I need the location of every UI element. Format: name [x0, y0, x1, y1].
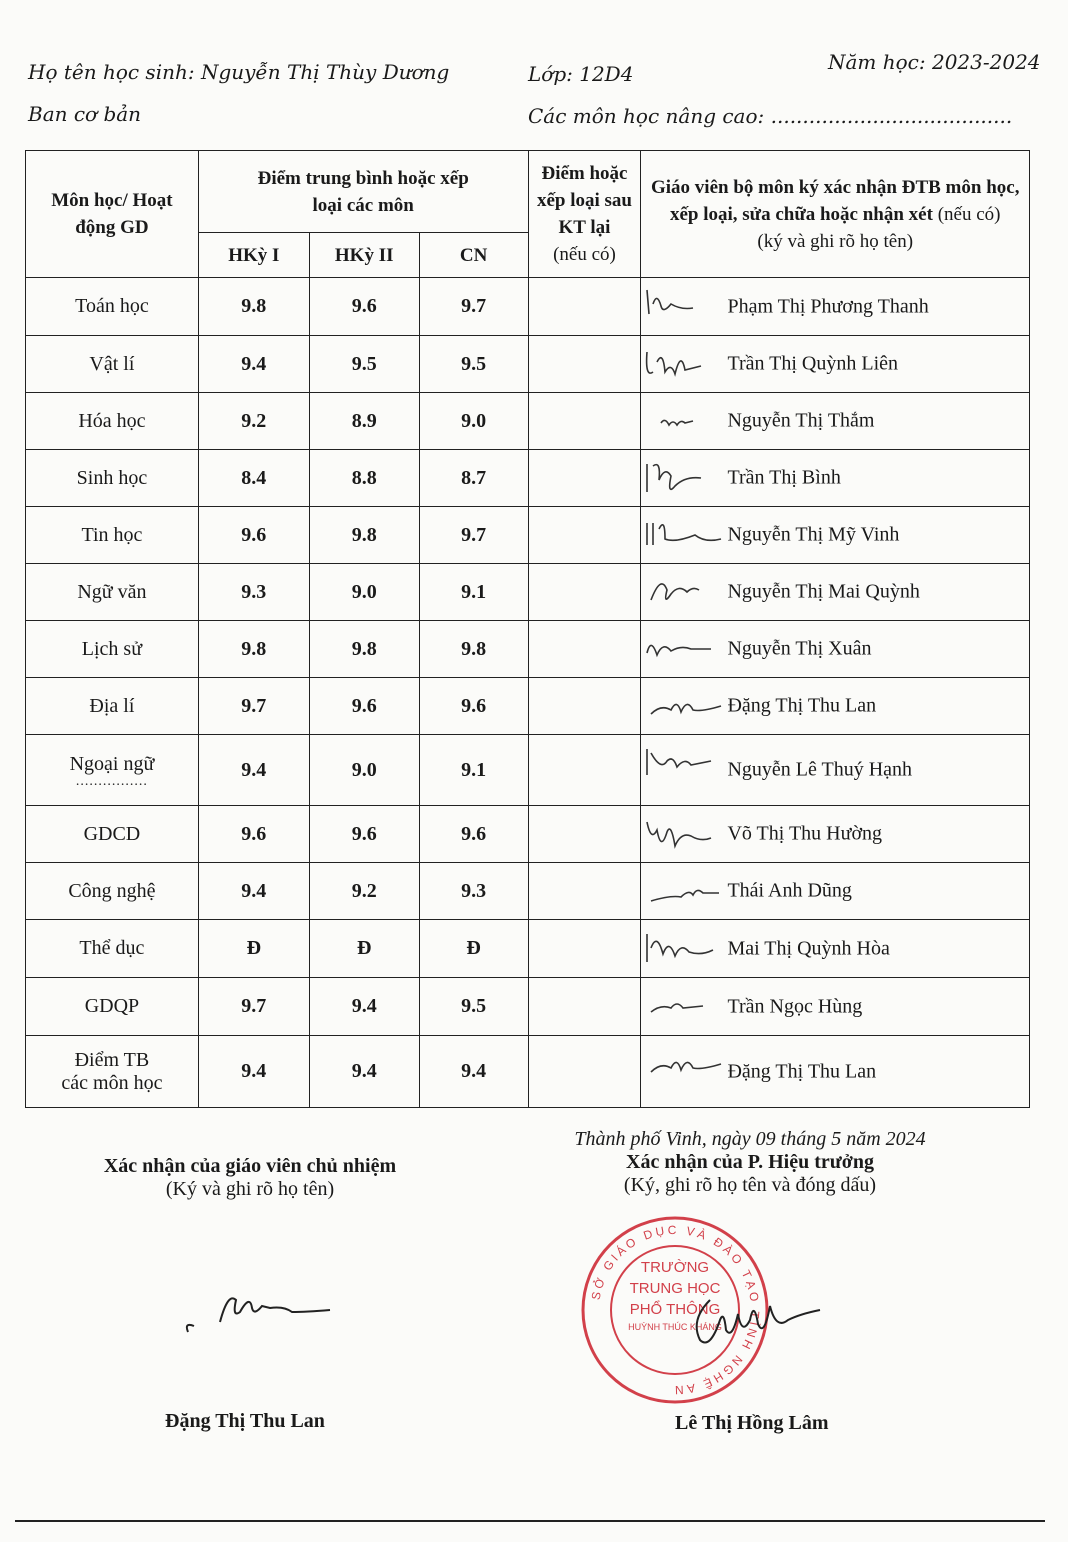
teacher-signature: [641, 741, 725, 783]
track-label: Ban cơ bản: [28, 102, 142, 126]
principal-name: Lê Thị Hồng Lâm: [675, 1412, 829, 1434]
retest-header-note: (nếu có): [553, 244, 616, 265]
teacher-signature: [641, 1042, 725, 1084]
principal-title: Xác nhận của P. Hiệu trưởng: [626, 1151, 874, 1173]
cn-score: 9.1: [419, 564, 528, 621]
hk2-score: 9.5: [309, 336, 419, 393]
teacher-signature: [641, 513, 725, 555]
teacher-name: Nguyễn Thị Mai Quỳnh: [727, 580, 920, 603]
teacher-signature: [641, 399, 725, 441]
subject-cell: [26, 621, 199, 678]
hk2-score: 8.8: [309, 450, 419, 507]
subject-cell: [26, 806, 199, 863]
stamp-line-4: HUỲNH THÚC KHÁNG: [628, 1322, 722, 1332]
teacher-cell: [641, 863, 1030, 920]
teacher-signature: [641, 926, 725, 968]
teacher-name: Trần Thị Bình: [727, 466, 841, 489]
hk2-column-header: HKỳ II: [309, 233, 419, 278]
cn-score: 9.6: [419, 806, 528, 863]
student-name-label: Họ tên học sinh: Nguyễn Thị Thùy Dương: [28, 60, 450, 84]
teacher-cell: [641, 450, 1030, 507]
subject-cell: [26, 735, 199, 806]
teacher-cell: [641, 336, 1030, 393]
hk1-score: 9.7: [198, 978, 309, 1036]
table-row: [26, 278, 1030, 336]
hk1-score: 9.8: [198, 621, 309, 678]
advanced-subjects-label: [528, 104, 1012, 128]
teacher-cell: [641, 806, 1030, 863]
table-row: [26, 735, 1030, 806]
retest-cell: [528, 678, 641, 735]
teacher-cell: [641, 1036, 1030, 1108]
hk1-score: 9.6: [198, 507, 309, 564]
grades-table: [25, 150, 1030, 1108]
hk1-score: 9.4: [198, 1036, 309, 1108]
subject-cell: [26, 564, 199, 621]
retest-cell: [528, 621, 641, 678]
teacher-signature: [641, 456, 725, 498]
table-row: [26, 450, 1030, 507]
retest-cell: [528, 1036, 641, 1108]
hk2-score: 8.9: [309, 393, 419, 450]
subject-cell: [26, 863, 199, 920]
cn-score: Đ: [419, 920, 528, 978]
teacher-signature: [641, 570, 725, 612]
teacher-signature: [641, 812, 725, 854]
stamp-line-2: TRUNG HỌC: [629, 1280, 721, 1297]
teacher-name: Trần Thị Quỳnh Liên: [727, 352, 899, 375]
hk2-score: 9.6: [309, 278, 419, 336]
subject-cell: [26, 1036, 199, 1108]
subject-name: Thể dục: [79, 937, 145, 959]
hk2-score: 9.2: [309, 863, 419, 920]
teacher-name: Đặng Thị Thu Lan: [727, 1060, 877, 1082]
teacher-header-main: Giáo viên bộ môn ký xác nhận ĐTB môn học, xếp loại, sửa chữa hoặc nhận xét: [650, 176, 1020, 225]
subject-cell: [26, 920, 199, 978]
retest-cell: [528, 863, 641, 920]
hk2-score: 9.6: [309, 806, 419, 863]
hk2-score: 9.8: [309, 507, 419, 564]
teacher-cell: [641, 507, 1030, 564]
subject-cell: [26, 507, 199, 564]
teacher-name: Phạm Thị Phương Thanh: [727, 295, 929, 317]
subject-name: GDQP: [84, 995, 140, 1017]
stamp-line-3: PHỔ THÔNG: [629, 1301, 721, 1318]
subject-cell: [26, 978, 199, 1036]
subject-name: Ngữ văn: [77, 580, 147, 603]
table-row: [26, 564, 1030, 621]
teacher-cell: [641, 564, 1030, 621]
subject-name: Tin học: [81, 523, 143, 546]
retest-cell: [528, 507, 641, 564]
class-label: Lớp: 12D4: [528, 62, 634, 86]
teacher-name: Thái Anh Dũng: [727, 879, 852, 902]
average-column-header: Điểm trung bình hoặc xếp loại các môn: [198, 151, 528, 233]
subject-name: Công nghệ: [68, 879, 156, 902]
retest-cell: [528, 978, 641, 1036]
hk1-score: 9.8: [198, 278, 309, 336]
table-row: [26, 507, 1030, 564]
subject-cell: [26, 450, 199, 507]
hk1-score: 9.3: [198, 564, 309, 621]
teacher-cell: [641, 978, 1030, 1036]
subject-name: Điểm TB: [74, 1048, 150, 1071]
table-row: [26, 1036, 1030, 1108]
teacher-name: Nguyễn Thị Xuân: [727, 637, 872, 660]
retest-cell: [528, 806, 641, 863]
retest-cell: [528, 278, 641, 336]
homeroom-note: (Ký và ghi rõ họ tên): [165, 1178, 335, 1200]
subject-dots: ................: [75, 773, 148, 789]
hk1-score: 9.4: [198, 735, 309, 806]
teacher-name: Nguyễn Thị Thắm: [727, 409, 875, 432]
retest-cell: [528, 564, 641, 621]
subject-name: Sinh học: [76, 466, 148, 489]
stamp-ring-text: SỞ GIÁO DỤC VÀ ĐÀO TẠO TỈNH NGHỆ AN: [588, 1222, 763, 1398]
subject-column-header: Môn học/ Hoạt động GD: [26, 151, 199, 278]
teacher-column-header: [641, 151, 1030, 278]
cn-score: 9.8: [419, 621, 528, 678]
teacher-cell: [641, 278, 1030, 336]
hk1-score: 9.4: [198, 336, 309, 393]
cn-score: 9.6: [419, 678, 528, 735]
hk2-score: 9.4: [309, 1036, 419, 1108]
table-row: [26, 678, 1030, 735]
teacher-header-note: (nếu có): [937, 203, 1001, 225]
homeroom-teacher-name: Đặng Thị Thu Lan: [165, 1410, 325, 1432]
retest-column-header: [528, 151, 641, 278]
principal-note: (Ký, ghi rõ họ tên và đóng dấu): [623, 1174, 877, 1196]
cn-score: 9.5: [419, 336, 528, 393]
principal-confirmation: [540, 1128, 960, 1197]
teacher-signature: [641, 284, 725, 326]
table-row: [26, 336, 1030, 393]
table-row: [26, 863, 1030, 920]
teacher-name: Nguyễn Lê Thuý Hạnh: [727, 758, 913, 781]
retest-cell: [528, 336, 641, 393]
cn-column-header: CN: [419, 233, 528, 278]
subject-name: Ngoại ngữ: [69, 752, 155, 775]
retest-cell: [528, 920, 641, 978]
bottom-border: [15, 1520, 1045, 1522]
cn-score: 9.5: [419, 978, 528, 1036]
teacher-cell: [641, 920, 1030, 978]
school-year-label: Năm học: 2023-2024: [828, 50, 1041, 74]
advanced-subjects-text: Các môn học nâng cao:: [528, 104, 765, 128]
homeroom-signature: [180, 1282, 360, 1342]
teacher-signature: [641, 342, 725, 384]
retest-cell: [528, 735, 641, 806]
retest-header-main: Điểm hoặc xếp loại sau KT lại: [536, 163, 633, 238]
hk2-score: 9.4: [309, 978, 419, 1036]
teacher-signature: [641, 869, 725, 911]
teacher-name: Trần Ngọc Hùng: [727, 995, 863, 1017]
hk1-score: 8.4: [198, 450, 309, 507]
cn-score: 8.7: [419, 450, 528, 507]
hk1-score: 9.7: [198, 678, 309, 735]
subject-name: Địa lí: [89, 694, 135, 717]
teacher-signature: [641, 627, 725, 669]
teacher-cell: [641, 621, 1030, 678]
table-row: [26, 920, 1030, 978]
stamp-line-1: TRƯỜNG: [640, 1259, 710, 1276]
cn-score: 9.4: [419, 1036, 528, 1108]
hk1-score: 9.6: [198, 806, 309, 863]
hk1-column-header: HKỳ I: [198, 233, 309, 278]
cn-score: 9.7: [419, 507, 528, 564]
teacher-name: Mai Thị Quỳnh Hòa: [727, 937, 890, 959]
homeroom-confirmation: [40, 1155, 460, 1201]
teacher-header-instruction: (ký và ghi rõ họ tên): [757, 230, 914, 252]
hk2-score: 9.0: [309, 564, 419, 621]
retest-cell: [528, 450, 641, 507]
teacher-signature: [641, 684, 725, 726]
date-line: Thành phố Vinh, ngày 09 tháng 5 năm 2024: [574, 1128, 926, 1150]
table-row: [26, 621, 1030, 678]
hk2-score: 9.6: [309, 678, 419, 735]
cn-score: 9.7: [419, 278, 528, 336]
hk1-score: 9.2: [198, 393, 309, 450]
subject-cell: [26, 278, 199, 336]
subject-cell: [26, 336, 199, 393]
subject-name: Hóa học: [78, 409, 146, 432]
hk1-score: Đ: [198, 920, 309, 978]
cn-score: 9.0: [419, 393, 528, 450]
cn-score: 9.3: [419, 863, 528, 920]
table-row: [26, 978, 1030, 1036]
subject-name: Vật lí: [89, 352, 135, 375]
hk1-score: 9.4: [198, 863, 309, 920]
principal-signature: [680, 1280, 830, 1360]
teacher-cell: [641, 393, 1030, 450]
subject-name: Lịch sử: [81, 637, 143, 660]
teacher-signature: [641, 984, 725, 1026]
teacher-name: Nguyễn Thị Mỹ Vinh: [727, 523, 900, 546]
subject-name: Toán học: [75, 295, 149, 317]
subject-name: GDCD: [83, 822, 141, 845]
advanced-subjects-dots: ......................................: [770, 104, 1013, 128]
hk2-score: 9.8: [309, 621, 419, 678]
teacher-cell: [641, 678, 1030, 735]
subject-cell: [26, 678, 199, 735]
teacher-cell: [641, 735, 1030, 806]
teacher-name: Đặng Thị Thu Lan: [727, 694, 877, 717]
hk2-score: 9.0: [309, 735, 419, 806]
retest-cell: [528, 393, 641, 450]
teacher-name: Võ Thị Thu Hường: [727, 822, 883, 845]
hk2-score: Đ: [309, 920, 419, 978]
subject-name-line2: các môn học: [61, 1071, 163, 1094]
subject-cell: [26, 393, 199, 450]
table-row: [26, 806, 1030, 863]
homeroom-title: Xác nhận của giáo viên chủ nhiệm: [103, 1155, 397, 1177]
table-row: [26, 393, 1030, 450]
cn-score: 9.1: [419, 735, 528, 806]
